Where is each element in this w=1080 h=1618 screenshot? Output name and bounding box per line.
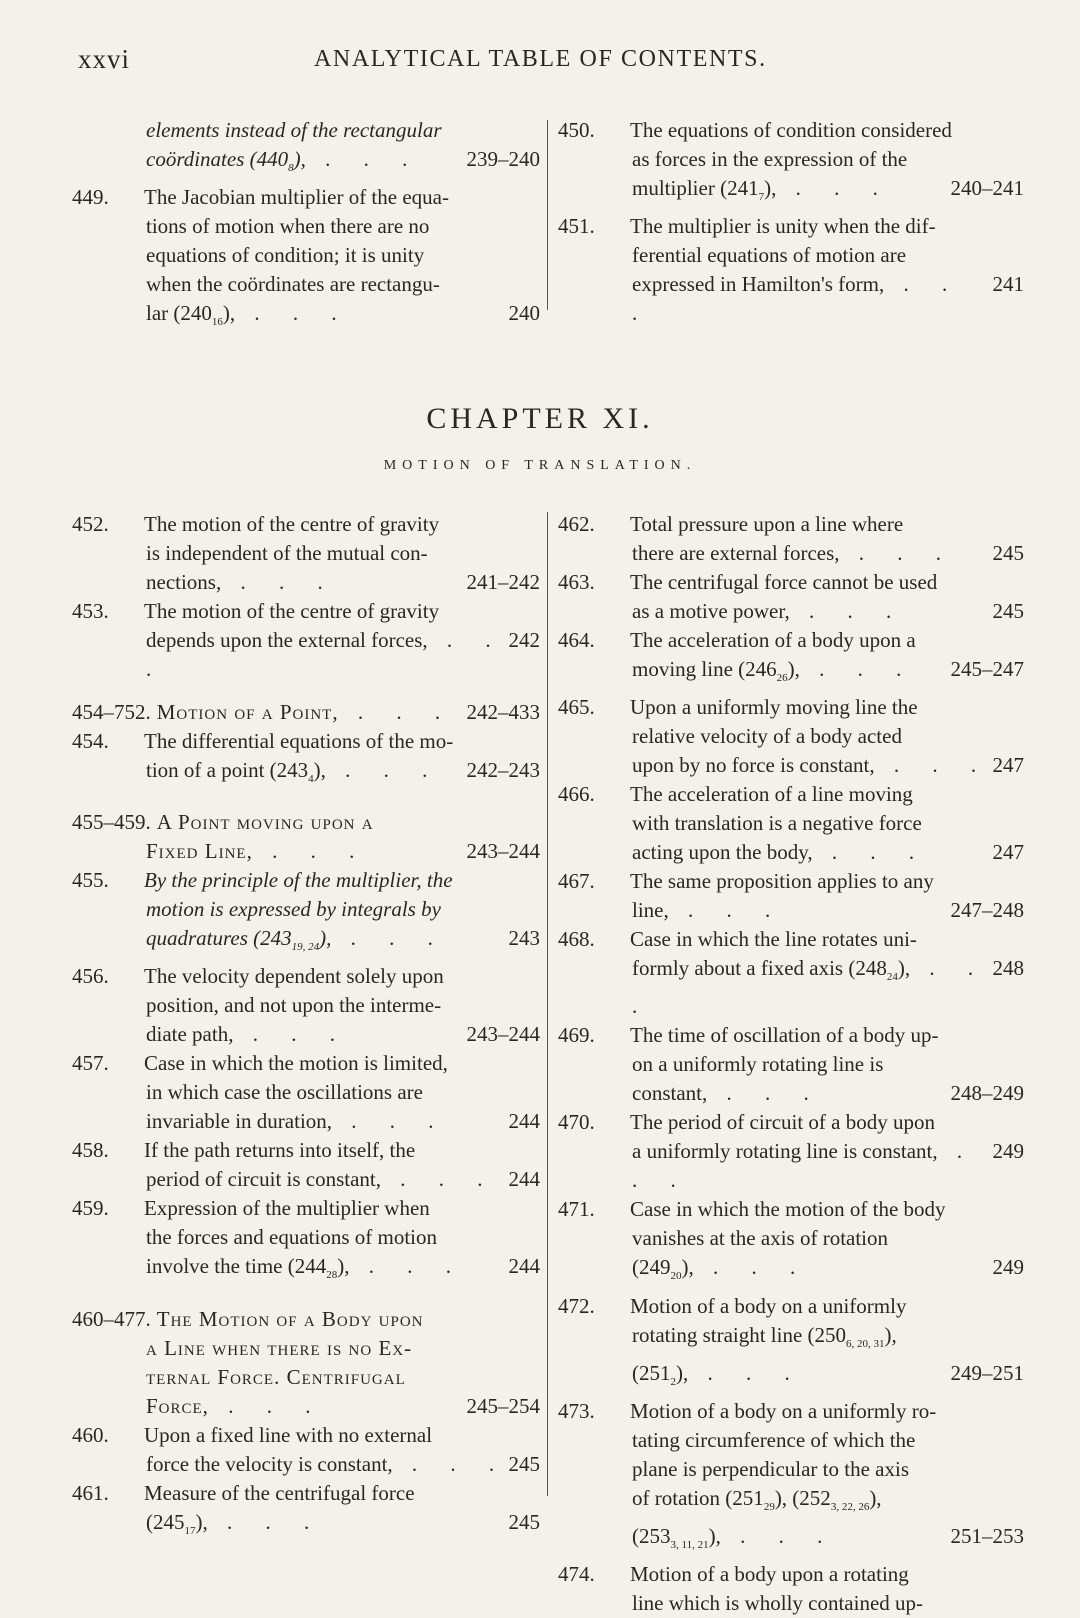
entry-text: Motion of a Point, [156,700,339,724]
toc-entry [552,212,1024,241]
leader-dots: . . . [207,1509,324,1534]
entry-text: The motion of the centre of gravity [144,512,440,536]
entry-text: as a motive power, [632,599,790,623]
toc-entry-continuation [66,1450,540,1479]
entry-text: plane is perpendicular to the axis [632,1456,909,1481]
entry-text: formly about a fixed axis $(248_{24})$, [632,956,911,984]
article-number: 457. [72,1051,109,1076]
toc-entry-continuation [552,751,1024,780]
toc-entry [552,510,1024,539]
entry-text: The period of circuit of a body upon [630,1110,935,1135]
entry-text: ternal Force. Centrifugal [146,1364,406,1389]
page-reference: 244 [508,1254,540,1279]
page-reference: 245 [992,541,1024,565]
entry-gap [66,684,540,698]
entry-text: tion of a point $(243_4)$, [146,758,326,786]
toc-entry-continuation [552,722,1024,751]
entry-text: there are external forces, [632,541,840,565]
toc-entry-continuation [552,1359,1024,1397]
page-reference: 242 [508,628,540,652]
article-number: 472. [558,1293,595,1318]
entry-text: The multiplier is unity when the dif- [630,214,936,239]
toc-entry-continuation [66,756,540,794]
bottom-left-column [66,510,540,1546]
entry-text: Motion of a body on a uniformly ro- [630,1398,937,1423]
toc-entry-continuation [552,145,1024,174]
toc-entry-continuation [552,1522,1024,1560]
article-number: 466. [558,782,595,807]
leader-dots: . . . [252,839,369,864]
toc-entry [552,626,1024,655]
leader-dots: . . . [233,1022,349,1047]
leader-dots: . . . [839,541,956,565]
entry-text: elements instead of the rectangular [146,118,442,142]
entry-text: of rotation $(251_{29})$, $(252_{3, 22, 26})$, [632,1485,882,1514]
toc-entry-continuation [552,174,1024,212]
article-number: 455. [72,868,109,893]
article-number: 463. [558,570,595,594]
toc-entry-continuation [66,241,540,270]
page-reference: 249–251 [950,1360,1024,1385]
toc-entry-continuation [66,1363,540,1392]
toc-entry-continuation [66,1107,540,1136]
article-number: 454. [72,729,109,753]
entry-text: diate path, [146,1022,234,1047]
article-number: 458. [72,1138,109,1163]
leader-dots: . . . [349,1254,465,1279]
entry-text: acting upon the body, [632,840,813,865]
leader-dots: . . . [221,570,337,594]
toc-entry-continuation [66,924,540,962]
entry-text: force the velocity is constant, [146,1451,393,1476]
entry-text: a Line when there is no Ex- [146,1335,413,1360]
entry-gap [66,1291,540,1305]
page-reference: 247 [992,840,1024,865]
toc-entry [66,727,540,756]
toc-entry [552,1195,1024,1224]
toc-entry-continuation [552,241,1024,270]
toc-entry-continuation [552,1050,1024,1079]
toc-entry-continuation [66,1392,540,1421]
page-reference: 247 [992,753,1024,778]
page-reference: 240–241 [950,176,1024,200]
toc-entry-continuation [552,1137,1024,1195]
toc-entry-continuation [66,212,540,241]
toc-entry [66,1194,540,1223]
entry-text: The motion of the centre of gravity [144,599,440,623]
entry-text: nections, [146,570,222,594]
toc-entry-continuation [66,1223,540,1252]
page-reference: 241 [992,272,1024,297]
entry-text: The centrifugal force cannot be used [630,570,938,594]
toc-entry [66,597,540,626]
toc-entry [66,962,540,991]
toc-entry-continuation [66,1508,540,1546]
toc-entry-continuation [66,1078,540,1107]
entry-text: quadratures $(243_{19, 24})$, [146,926,332,954]
article-number: 456. [72,964,109,989]
toc-entry-continuation [66,116,540,145]
leader-dots: . . . [332,1109,448,1134]
page-reference: 245 [992,599,1024,623]
entry-text: constant, [632,1081,708,1106]
entry-text: If the path returns into itself, the [144,1138,416,1163]
leader-dots: . . . [325,758,442,782]
toc-entry-continuation [552,1321,1024,1359]
toc-entry-continuation [552,1455,1024,1484]
toc-entry [552,1108,1024,1137]
leader-dots: . . . [668,898,785,923]
entry-text: in which case the oscillations are [146,1080,423,1105]
article-number: 462. [558,512,595,536]
toc-entry [552,116,1024,145]
entry-text: when the coördinates are rectangu- [146,272,440,297]
entry-text: Force, [146,1393,209,1418]
entry-text: By the principle of the multiplier, the [144,868,453,893]
page-reference: 241–242 [466,570,540,594]
toc-entry [552,568,1024,597]
entry-text: Motion of a body on a uniformly [630,1293,907,1318]
running-title: ANALYTICAL TABLE OF CONTENTS. [314,46,767,72]
top-right-column [552,116,1024,328]
entry-text: position, and not upon the interme- [146,993,442,1018]
entry-text: Upon a fixed line with no external [144,1422,433,1447]
entry-text: period of circuit is constant, [146,1167,382,1192]
entry-text: Case in which the motion is limited, [144,1051,448,1076]
entry-text: tating circumference of which the [632,1427,916,1452]
leader-dots: . . . [799,657,916,681]
page-reference: 245–254 [466,1393,540,1418]
entry-text: The same proposition applies to any [630,869,934,894]
leader-dots: . . . [338,700,455,724]
toc-entry-continuation [552,1484,1024,1522]
entry-text: coördinates $(440_8)$, [146,147,306,175]
page-reference: 248–249 [950,1081,1024,1106]
toc-entry [66,866,540,895]
leader-dots: . . . [789,599,906,623]
page-reference: 240 [508,301,540,326]
toc-entry-continuation [552,838,1024,867]
entry-text: expressed in Hamilton's form, [632,272,885,297]
toc-entry [552,1021,1024,1050]
toc-entry-continuation [66,270,540,299]
toc-entry-continuation [66,991,540,1020]
entry-text: The acceleration of a line moving [630,782,913,807]
entry-text: Motion of a body upon a rotating [630,1562,909,1587]
toc-entry-continuation [66,145,540,183]
leader-dots: . . . [235,301,351,326]
toc-entry [66,1305,540,1334]
toc-entry-continuation [66,626,540,684]
entry-text: Total pressure upon a line where [630,512,904,536]
toc-entry [552,780,1024,809]
toc-entry [552,1292,1024,1321]
entry-text: depends upon the external forces, [146,628,428,652]
entry-text: upon by no force is constant, [632,753,875,778]
chapter-subtitle: MOTION OF TRANSLATION. [383,458,697,473]
entry-text: equations of condition; it is unity [146,243,425,268]
page-reference: 247–248 [950,898,1024,923]
toc-entry [66,808,540,837]
entry-text: ferential equations of motion are [632,243,907,268]
entry-text: multiplier $(241_7)$, [632,176,777,204]
page-reference: 249 [992,1139,1024,1164]
article-number: 455–459. [72,810,151,835]
page-number: xxvi [78,44,131,74]
article-number: 474. [558,1562,595,1587]
entry-text: with translation is a negative force [632,811,922,836]
article-number: 460–477. [72,1306,151,1331]
toc-entry [66,510,540,539]
entry-text: Upon a uniformly moving line the [630,695,918,720]
entry-text: a uniformly rotating line is constant, [632,1139,938,1164]
article-number: 469. [558,1023,595,1048]
entry-text: line which is wholly contained up- [632,1591,924,1616]
article-number: 454–752. [72,700,151,724]
leader-dots: . . . [392,1451,509,1476]
toc-entry-continuation [66,1334,540,1363]
entry-text: relative velocity of a body acted [632,724,902,749]
page-reference: 239–240 [466,147,540,171]
entry-gap [66,794,540,808]
toc-entry-continuation [552,1589,1024,1618]
toc-entry-continuation [66,299,540,337]
leader-dots: . . . [632,956,988,1019]
entry-text: as forces in the expression of the [632,147,908,171]
toc-entry [552,867,1024,896]
toc-entry-continuation [552,1224,1024,1253]
leader-dots: . . . [146,628,505,681]
article-number: 451. [558,214,595,239]
leader-dots: . . . [707,1081,823,1106]
top-left-column [66,116,540,337]
toc-entry-continuation [552,539,1024,568]
entry-text: The velocity dependent solely upon [144,964,444,989]
article-number: 459. [72,1196,109,1221]
toc-entry-continuation [552,809,1024,838]
toc-entry [552,693,1024,722]
toc-entry [66,183,540,212]
toc-entry [552,925,1024,954]
entry-text: is independent of the mutual con- [146,541,428,565]
article-number: 473. [558,1398,595,1423]
page-reference: 243 [508,926,540,951]
entry-text: line, [632,898,669,923]
toc-entry [552,1560,1024,1589]
column-divider-bottom [547,512,548,1496]
entry-text: Measure of the centrifugal force [144,1480,415,1505]
toc-entry-continuation [552,896,1024,925]
toc-entry-continuation [552,954,1024,1021]
toc-entry-continuation [552,1426,1024,1455]
toc-entry [66,1049,540,1078]
entry-text: The acceleration of a body upon a [630,628,916,652]
page-reference: 244 [508,1167,540,1192]
leader-dots: . . . [632,1139,977,1193]
article-number: 461. [72,1480,109,1505]
page-reference: 245–247 [950,657,1024,681]
entry-text: on a uniformly rotating line is [632,1052,884,1077]
toc-entry [66,1136,540,1165]
leader-dots: . . . [208,1393,325,1418]
leader-dots: . . . [812,840,929,865]
entry-text: invariable in duration, [146,1109,333,1134]
toc-entry [552,1397,1024,1426]
running-header [78,44,1020,84]
toc-entry-continuation [552,1079,1024,1108]
column-divider-top [547,120,548,310]
entry-text: involve the time $(244_{28})$, [146,1254,350,1282]
entry-text: The Jacobian multiplier of the equa- [144,185,449,210]
leader-dots: . . . [632,272,962,326]
article-number: 467. [558,869,595,894]
article-number: 450. [558,118,595,142]
toc-entry-continuation [552,270,1024,328]
entry-text: The differential equations of the mo- [144,729,454,753]
article-number: 449. [72,185,109,210]
leader-dots: . . . [776,176,892,200]
article-number: 471. [558,1197,595,1222]
entry-text: The time of oscillation of a body up- [630,1023,939,1048]
entry-text: Fixed Line, [146,839,253,864]
article-number: 465. [558,695,595,720]
toc-entry-continuation [552,597,1024,626]
toc-entry-continuation [552,655,1024,693]
leader-dots: . . . [305,147,422,171]
entry-text: A Point moving upon a [156,810,374,835]
leader-dots: . . . [693,1255,810,1280]
entry-text: rotating straight line $(250_{6, 20, 31})$, [632,1322,897,1350]
article-number: 470. [558,1110,595,1135]
toc-entry-continuation [552,1253,1024,1291]
page-reference: 242–243 [466,758,540,782]
toc-entry-continuation [66,1165,540,1194]
toc-entry [66,1479,540,1508]
entry-text: vanishes at the axis of rotation [632,1226,889,1251]
entry-text: The equations of condition considered [630,118,952,142]
entry-text: moving line $(246_{26})$, [632,657,800,685]
page-reference: 249 [992,1255,1024,1280]
page-reference: 248 [992,956,1024,981]
page-reference: 245 [508,1509,540,1534]
entry-text: the forces and equations of motion [146,1225,438,1250]
leader-dots: . . . [331,926,447,951]
leader-dots: . . . [720,1524,837,1549]
page-reference: 245 [508,1451,540,1476]
entry-text: lar $(240_{16})$, [146,301,236,329]
article-number: 460. [72,1422,109,1447]
entry-text: Case in which the motion of the body [630,1197,946,1222]
article-number: 464. [558,628,595,652]
page-reference: 242–433 [466,700,540,724]
page-reference: 243–244 [466,839,540,864]
bottom-right-column [552,510,1024,1618]
leader-dots: . . . [381,1167,497,1192]
entry-text: $(251_2)$, [632,1360,689,1388]
page-reference: 244 [508,1109,540,1134]
leader-dots: . . . [688,1360,804,1385]
article-number: 468. [558,927,595,952]
article-number: 453. [72,599,109,623]
entry-text: motion is expressed by integrals by [146,897,441,922]
entry-text: $(253_{3, 11, 21})$, [632,1524,721,1552]
toc-entry [66,698,540,727]
entry-text: $(245_{17})$, [146,1509,208,1537]
toc-entry-continuation [66,895,540,924]
page-reference: 243–244 [466,1022,540,1047]
toc-entry-continuation [66,568,540,597]
entry-text: $(249_{20})$, [632,1255,694,1283]
toc-entry-continuation [66,1020,540,1049]
entry-text: The Motion of a Body upon [156,1306,424,1331]
entry-text: Case in which the line rotates uni- [630,927,917,952]
chapter-title: CHAPTER XI. [426,402,654,435]
toc-entry-continuation [66,1252,540,1290]
entry-text: tions of motion when there are no [146,214,430,239]
article-number: 452. [72,512,109,536]
entry-text: Expression of the multiplier when [144,1196,430,1221]
toc-entry [66,1421,540,1450]
toc-entry-continuation [66,539,540,568]
toc-entry-continuation [66,837,540,866]
leader-dots: . . . [874,753,991,778]
page-reference: 251–253 [950,1524,1024,1549]
